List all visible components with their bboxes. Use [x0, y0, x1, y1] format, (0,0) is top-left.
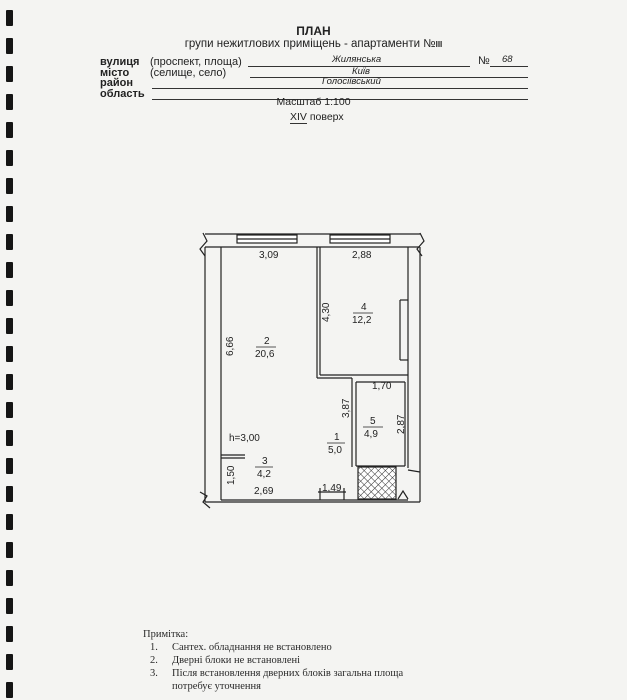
note-item-3: 3. Після встановлення дверних блоків загальна площа — [150, 668, 404, 679]
room-number: 2 — [264, 336, 270, 347]
room-number: 3 — [262, 456, 268, 467]
top-wall-break-left — [200, 233, 207, 256]
room-number: 4 — [361, 302, 367, 313]
dim-room5-right: 2,87 — [396, 414, 407, 434]
room-area: 4,2 — [257, 469, 271, 480]
note-item-1: 1. Сантех. обладнання не встановлено — [150, 642, 332, 653]
number-value: 68 — [502, 54, 513, 65]
dim-bottom-right: 1,49 — [322, 483, 342, 494]
room-5-label — [363, 416, 383, 440]
page-title: ПЛАН — [296, 24, 331, 38]
dim-left-height: 6,66 — [225, 336, 236, 356]
note-item-2: 2. Дверні блоки не встановлені — [150, 655, 301, 666]
region-label: область — [100, 88, 145, 100]
district-value: Голосіївський — [322, 76, 381, 87]
street-hint: (проспект, площа) — [150, 56, 242, 68]
room-3-label — [255, 456, 273, 480]
floor-suffix: поверх — [309, 111, 344, 123]
dim-room3-height: 1,50 — [226, 465, 237, 485]
page-subtitle: групи нежитлових приміщень - апартаменти №III — [184, 38, 443, 50]
bottom-wall-break-left — [200, 492, 210, 508]
notes-heading: Примітка: — [143, 629, 189, 640]
room-area: 12,2 — [352, 315, 372, 326]
shower-tray — [358, 467, 396, 499]
room-number: 5 — [370, 416, 376, 427]
dim-room4-height: 4,30 — [321, 302, 332, 322]
street-value: Жилянська — [332, 54, 382, 65]
room-area: 4,9 — [364, 429, 378, 440]
room-number: 1 — [334, 432, 340, 443]
room-4-label — [352, 302, 373, 326]
note-item-3-continuation: потребує уточнення — [172, 681, 261, 692]
dim-bottom-left: 2,69 — [254, 486, 274, 497]
bottom-wall-break-right — [408, 470, 420, 472]
notes — [143, 628, 443, 693]
dim-top-right: 2,88 — [352, 250, 372, 261]
number-label: № — [478, 55, 490, 67]
scale: Масштаб 1:100 — [276, 96, 351, 108]
floor-number: XIV — [290, 111, 307, 123]
room-1-label — [327, 432, 345, 456]
district-label: район — [100, 77, 133, 89]
dim-top-left: 3,09 — [259, 250, 279, 261]
street-label: вулиця — [100, 56, 140, 68]
city-value: Київ — [352, 66, 370, 77]
room-area: 20,6 — [255, 349, 275, 360]
room-area: 5,0 — [328, 445, 342, 456]
city-hint: (селище, село) — [150, 67, 227, 79]
dim-room5-width: 1,70 — [372, 381, 392, 392]
ceiling-height: h=3,00 — [229, 433, 260, 444]
city-label: місто — [100, 67, 130, 79]
room-2-label — [255, 336, 276, 360]
dim-room5-left: 3,87 — [341, 398, 352, 418]
